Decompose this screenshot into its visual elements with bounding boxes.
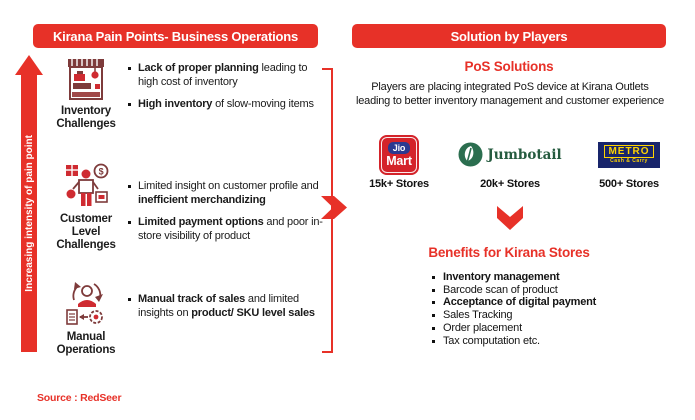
metro-wordmark: METRO (604, 145, 653, 158)
storefront-inventory-icon (65, 58, 107, 102)
jumbotail-leaf-icon (458, 142, 483, 167)
metro-store-count: 500+ Stores (599, 178, 659, 190)
jumbotail-store-count: 20k+ Stores (480, 178, 540, 190)
player-jumbotail (462, 133, 562, 190)
inventory-painpoints-list (127, 62, 329, 121)
pos-solutions-title: PoS Solutions (464, 59, 554, 74)
list-item: Limited payment options and poor in-store visibility of product (127, 216, 329, 243)
bracket-cap-top (322, 68, 332, 70)
section-manual-label: Manual Operations (56, 331, 116, 356)
manual-operations-icon (64, 280, 108, 328)
section-customer (41, 162, 131, 252)
right-arrow-icon (321, 196, 347, 219)
left-panel-header: Kirana Pain Points- Business Operations (33, 24, 318, 48)
jumbotail-logo (458, 142, 561, 167)
intensity-arrow-head-icon (15, 55, 43, 75)
intensity-arrow-label: Increasing intensity of pain point (23, 134, 35, 292)
section-manual (41, 280, 131, 357)
manual-painpoints-list (127, 293, 329, 329)
benefits-title: Benefits for Kirana Stores (428, 245, 590, 260)
list-item: Manual track of sales and limited insights on product/ SKU level sales (127, 293, 329, 320)
section-customer-label: Customer Level Challenges (56, 213, 116, 251)
intensity-arrow (21, 74, 37, 352)
player-jiomart (357, 133, 441, 190)
metro-logo (598, 142, 660, 168)
source-credit: Source : RedSeer (37, 392, 122, 404)
list-item: Sales Tracking (431, 309, 596, 322)
list-item: Acceptance of digital payment (431, 296, 596, 309)
list-item: Order placement (431, 322, 596, 335)
pos-solutions-description: Players are placing integrated PoS device at Kirana Outlets leading to better inventory management and customer experience (356, 81, 665, 107)
down-arrow-icon (497, 206, 523, 231)
section-inventory-label: Inventory Challenges (56, 105, 116, 130)
metro-tagline: Cash & Carry (610, 158, 648, 164)
list-item: High inventory of slow-moving items (127, 98, 329, 112)
jiomart-store-count: 15k+ Stores (369, 178, 429, 190)
customer-painpoints-list (127, 180, 329, 252)
jio-badge: Jio (388, 142, 410, 154)
section-inventory (41, 58, 131, 131)
jumbotail-wordmark: Jumbotail (487, 146, 562, 163)
list-item: Inventory management (431, 271, 596, 284)
bracket-cap-bottom (322, 351, 332, 353)
list-item: Lack of proper planning leading to high cost of inventory (127, 62, 329, 89)
list-item: Barcode scan of product (431, 284, 596, 297)
jiomart-wordmark: Mart (386, 153, 412, 168)
list-item: Limited insight on customer profile and inefficient merchandizing (127, 180, 329, 207)
right-panel-header: Solution by Players (352, 24, 666, 48)
customer-shopper-icon (63, 162, 109, 210)
svg-text:$: $ (98, 166, 104, 177)
jiomart-logo (379, 135, 419, 175)
player-metro (587, 133, 671, 190)
list-item: Tax computation etc. (431, 335, 596, 348)
benefits-list (431, 271, 596, 347)
